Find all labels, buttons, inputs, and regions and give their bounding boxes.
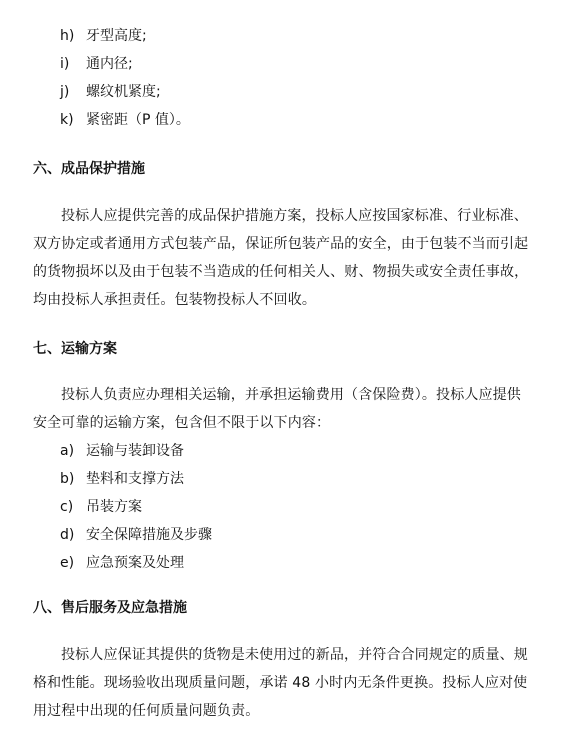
list-item-h: h) 牙型高度;	[60, 28, 147, 44]
paragraph-line: 双方协定或者通用方式包装产品，保证所包装产品的安全，由于包装不当而引起	[33, 236, 529, 252]
paragraph-line: 格和性能。现场验收出现质量问题，承诺 48 小时内无条件更换。投标人应对使	[33, 675, 528, 691]
list-item-c: c) 吊装方案	[60, 499, 142, 515]
paragraph-line: 投标人应保证其提供的货物是未使用过的新品，并符合合同规定的质量、规	[61, 647, 528, 663]
paragraph-line: 用过程中出现的任何质量问题负责。	[33, 703, 260, 719]
paragraph-line: 投标人负责应办理相关运输，并承担运输费用（含保险费）。投标人应提供	[61, 387, 521, 403]
section-heading-8: 八、售后服务及应急措施	[33, 600, 187, 616]
section-heading-6: 六、成品保护措施	[33, 161, 145, 177]
list-item-k: k) 紧密距（P 值）。	[60, 112, 190, 128]
list-item-b: b) 垫料和支撑方法	[60, 471, 184, 487]
list-item-d: d) 安全保障措施及步骤	[60, 527, 212, 543]
paragraph-line: 投标人应提供完善的成品保护措施方案，投标人应按国家标准、行业标准、	[61, 208, 528, 224]
list-item-j: j) 螺纹机紧度;	[60, 84, 161, 100]
list-item-e: e) 应急预案及处理	[60, 555, 184, 571]
paragraph-line: 的货物损坏以及由于包装不当造成的任何相关人、财、物损失或安全责任事故，	[33, 264, 529, 280]
paragraph-line: 均由投标人承担责任。包装物投标人不回收。	[33, 292, 316, 308]
paragraph-line: 安全可靠的运输方案，包含但不限于以下内容：	[33, 415, 331, 431]
section-heading-7: 七、运输方案	[33, 341, 117, 357]
list-item-a: a) 运输与装卸设备	[60, 443, 184, 459]
list-item-i: i) 通内径;	[60, 56, 133, 72]
